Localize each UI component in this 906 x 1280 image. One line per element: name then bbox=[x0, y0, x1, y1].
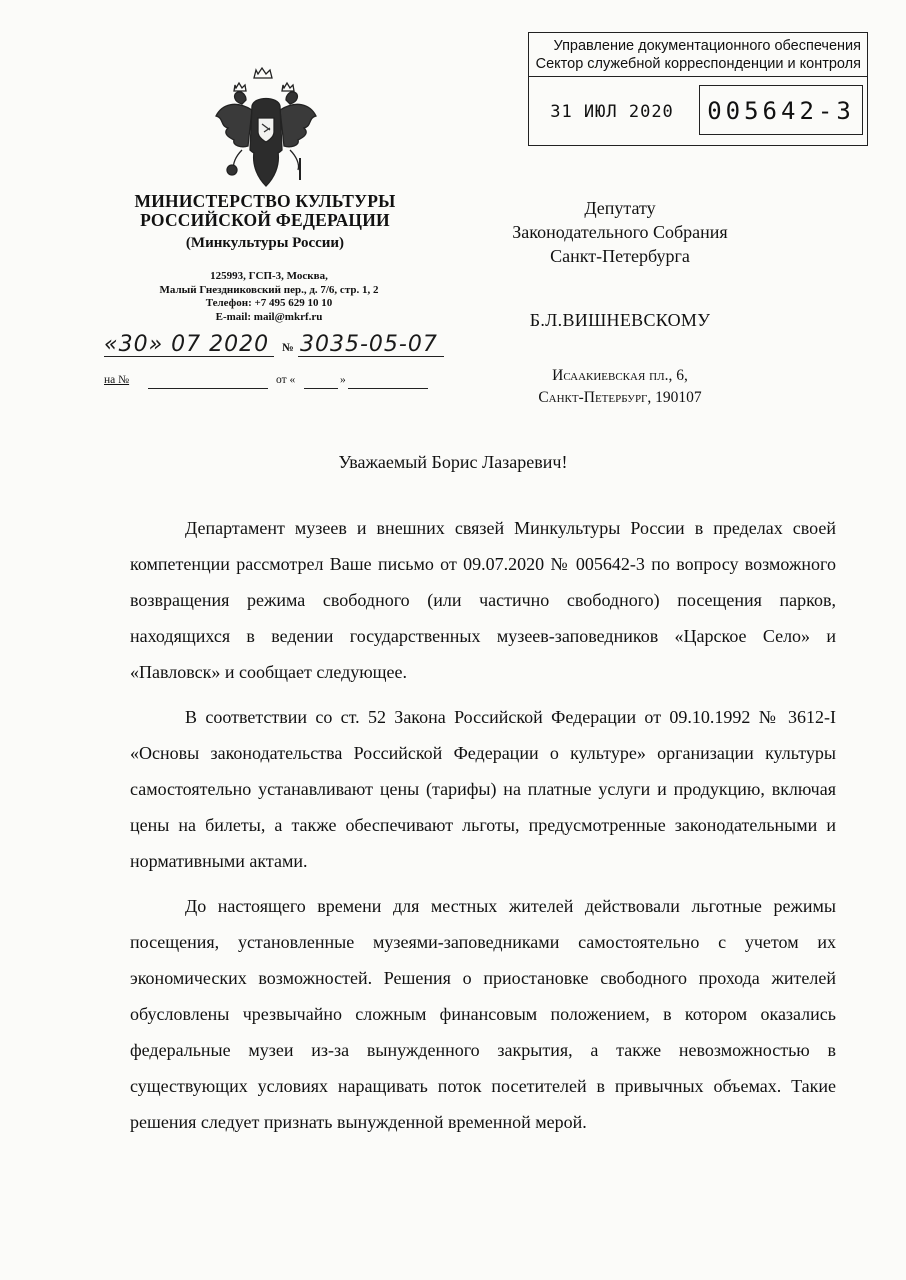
ref-number-underline bbox=[148, 388, 268, 389]
letter-body bbox=[130, 510, 836, 1149]
ref-day-underline bbox=[304, 388, 338, 389]
ref-date-label: от « bbox=[276, 374, 296, 386]
ministry-address bbox=[104, 270, 434, 324]
stamp-sector: Сектор служебной корреспонденции и контроля bbox=[535, 56, 861, 72]
stamp-date: 31 ИЮЛ 2020 bbox=[550, 102, 674, 122]
address-line: 125993, ГСП-3, Москва, bbox=[210, 270, 328, 282]
addressee-street: Исаакиевская пл., 6, bbox=[552, 367, 688, 384]
ref-date-underline bbox=[348, 388, 428, 389]
ministry-short-name: (Минкультуры России) bbox=[185, 235, 345, 251]
ref-date-mid: » bbox=[340, 374, 346, 386]
body-paragraph: В соответствии со ст. 52 Закона Российской Федерации от 09.10.1992 № 3612-I «Основы законодательства Российской Федерации о культуре» организации культуры самостоятельно устанавливают цены (тарифы) на платные услуги и продукцию, включая цены на билеты, а также обеспечивают льготы, предусмотренные законодательными и нормативными актами. bbox=[130, 707, 836, 871]
addressee-title: Депутату bbox=[584, 198, 656, 218]
ministry-name-line1: МИНИСТЕРСТВО КУЛЬТУРЫ bbox=[134, 191, 396, 211]
ministry-header bbox=[100, 192, 430, 254]
outgoing-number-line bbox=[104, 332, 444, 362]
ref-number-label: на № bbox=[104, 374, 130, 386]
stamp-header bbox=[529, 33, 867, 77]
registration-stamp bbox=[528, 32, 868, 146]
address-line: Малый Гнездниковский пер., д. 7/6, стр. 1, 2 bbox=[159, 283, 379, 296]
body-paragraph: Департамент музеев и внешних связей Минкультуры России в пределах своей компетенции рассмотрел Ваше письмо от 09.07.2020 № 005642-3 по вопросу возможного возвращения режима свободного (или частично свободного) посещения парков, находящихся в ведении государственных музеев-заповедников «Царское Село» и «Павловск» и сообщает следующее. bbox=[130, 518, 836, 682]
stamp-department: Управление документационного обеспечения bbox=[553, 38, 861, 54]
addressee-postal: Санкт-Петербург, 190107 bbox=[538, 389, 702, 406]
number-underline bbox=[298, 356, 444, 357]
number-label: № bbox=[282, 342, 294, 354]
addressee-name: Б.Л.ВИШНЕВСКОМУ bbox=[529, 310, 711, 330]
double-headed-eagle-emblem bbox=[212, 66, 320, 196]
addressee-address bbox=[470, 365, 770, 409]
salutation: Уважаемый Борис Лазаревич! bbox=[338, 452, 568, 472]
body-paragraph: До настоящего времени для местных жителей действовали льготные режимы посещения, установленные музеями-заповедниками самостоятельно с учетом их экономических возможностей. Решения о приостановке свободного прохода жителей обусловлены чрезвычайно сложным финансовым положением, в котором оказались федеральные музеи из-за вынужденного закрытия, а также невозможностью в существующих условиях наращивать поток посетителей в привычных объемах. Такие решения следует признать вынужденной временной мерой. bbox=[130, 896, 836, 1132]
outgoing-number-handwritten: 3035-05-07 bbox=[300, 332, 438, 357]
addressee-block bbox=[470, 196, 770, 332]
reference-line bbox=[104, 374, 444, 394]
email-line: E-mail: mail@mkrf.ru bbox=[215, 310, 323, 323]
addressee-body: Законодательного Собрания bbox=[512, 222, 728, 242]
phone-line: Телефон: +7 495 629 10 10 bbox=[205, 297, 333, 309]
ministry-name-line2: РОССИЙСКОЙ ФЕДЕРАЦИИ bbox=[140, 210, 390, 230]
date-underline bbox=[104, 356, 274, 357]
outgoing-date-handwritten: «30» 07 2020 bbox=[104, 332, 270, 357]
addressee-city: Санкт-Петербурга bbox=[550, 246, 690, 266]
stamp-number: 005642-3 bbox=[699, 85, 863, 135]
